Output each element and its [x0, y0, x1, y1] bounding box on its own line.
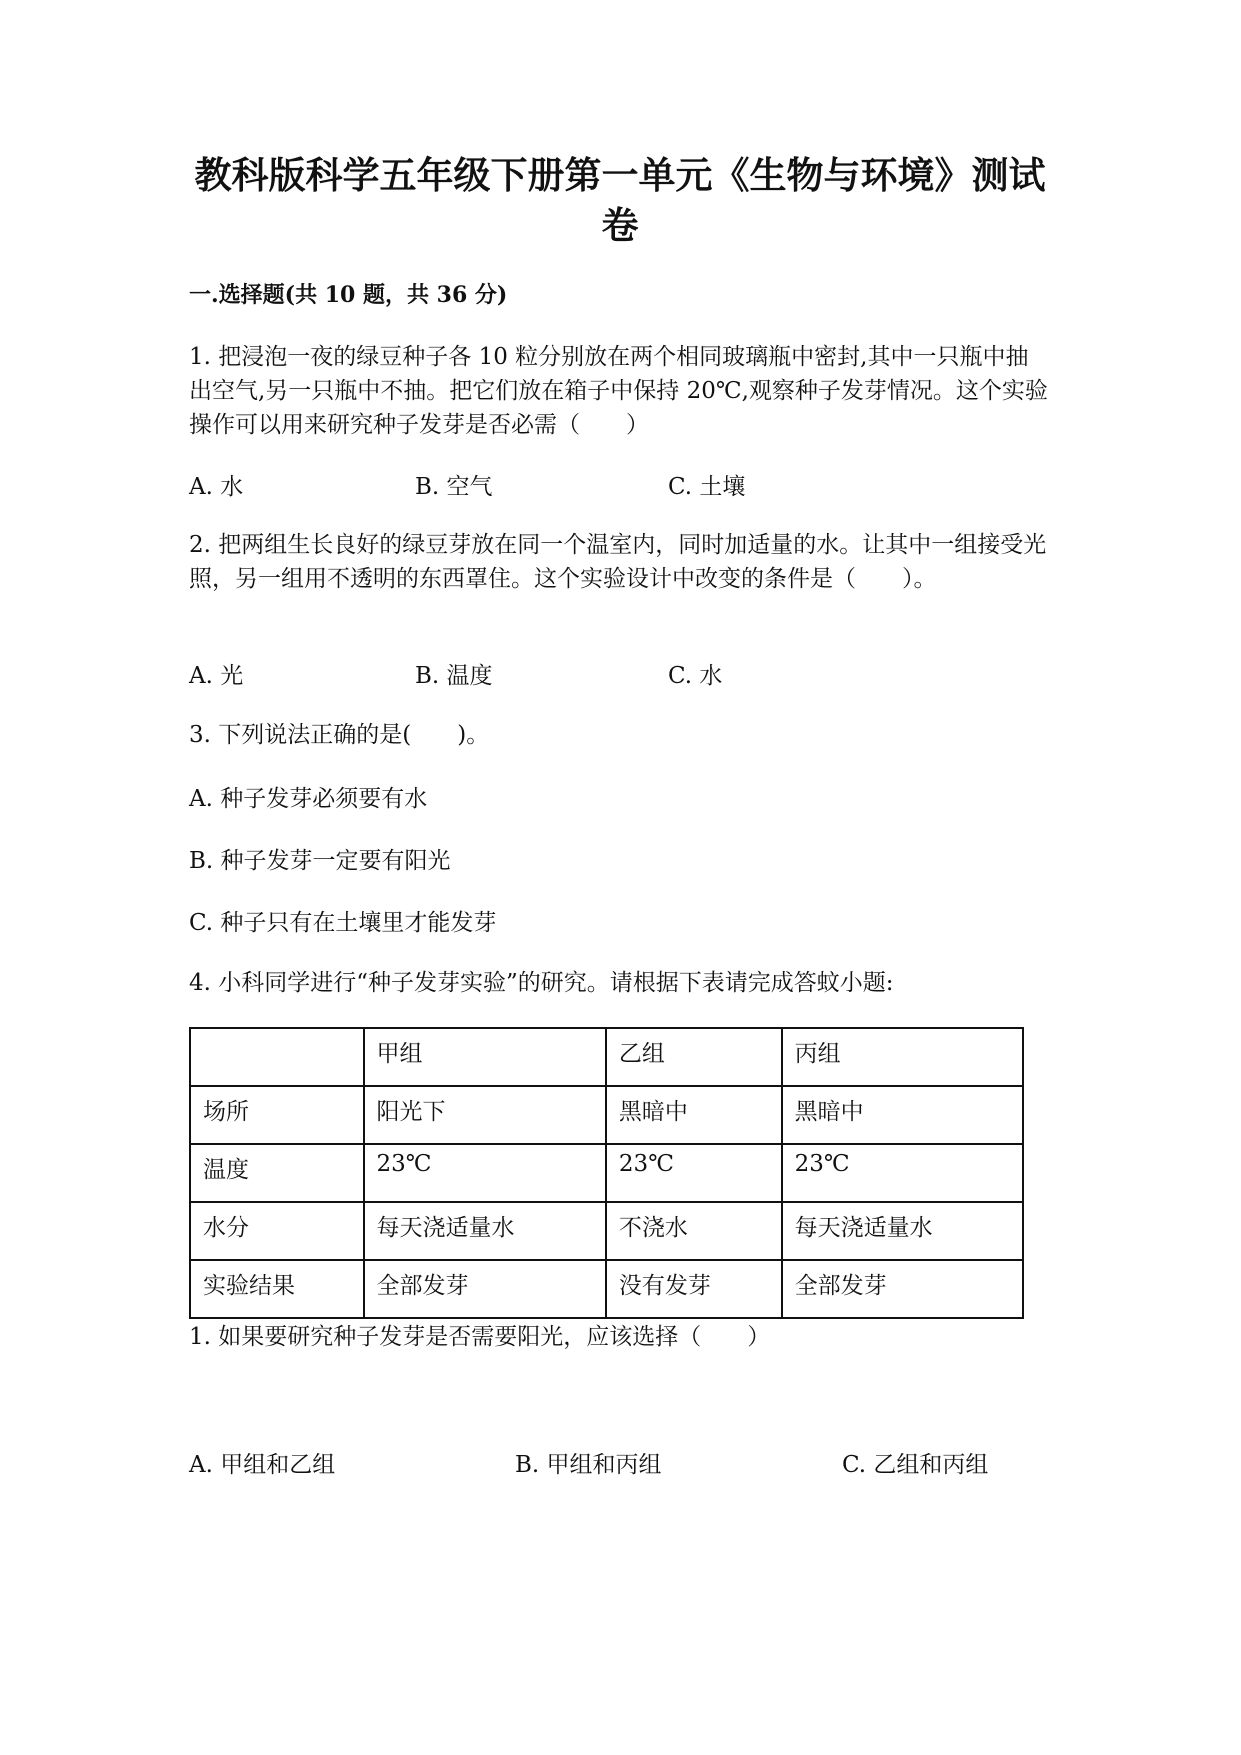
table-cell: 不浇水: [606, 1202, 782, 1260]
question-2-option-a: A. 光: [189, 663, 244, 689]
question-3-option-b: B. 种子发芽一定要有阳光: [189, 848, 451, 874]
table-row-label: 温度: [190, 1144, 364, 1202]
table-row-label: 场所: [190, 1086, 364, 1144]
question-1-option-b: B. 空气: [415, 474, 493, 500]
table-header-cell: 乙组: [606, 1028, 782, 1086]
table-row-label: 实验结果: [190, 1260, 364, 1318]
question-1-stem: 1. 把浸泡一夜的绿豆种子各 10 粒分别放在两个相同玻璃瓶中密封,其中一只瓶中抽出空气,另一只瓶中不抽。把它们放在箱子中保持 20℃,观察种子发芽情况。这个实验操作可以用来研究种子发芽是否必需（ ）: [189, 344, 1048, 438]
table-row: [190, 1202, 1023, 1260]
table-cell: 23℃: [782, 1144, 1023, 1202]
question-2-option-c: C. 水: [668, 663, 723, 689]
table-header-cell: 甲组: [364, 1028, 606, 1086]
table-cell: [190, 1028, 364, 1086]
question-2-stem: 2. 把两组生长良好的绿豆芽放在同一个温室内，同时加适量的水。让其中一组接受光照，另一组用不透明的东西罩住。这个实验设计中改变的条件是（ ）。: [189, 532, 1047, 592]
section-heading: 一.选择题(共 10 题，共 36 分): [189, 282, 508, 308]
table-row: [190, 1144, 1023, 1202]
question-3-option-c: C. 种子只有在土壤里才能发芽: [189, 910, 497, 936]
sub-question-1-option-c: C. 乙组和丙组: [842, 1452, 989, 1478]
table-header-cell: 丙组: [782, 1028, 1023, 1086]
table-cell: 全部发芽: [364, 1260, 606, 1318]
question-2-option-b: B. 温度: [415, 663, 493, 689]
table-cell: 每天浇适量水: [364, 1202, 606, 1260]
table-cell: 全部发芽: [782, 1260, 1023, 1318]
table-cell: 黑暗中: [606, 1086, 782, 1144]
question-4-stem: 4. 小科同学进行“种子发芽实验”的研究。请根据下表请完成答蚊小题:: [189, 970, 894, 996]
sub-question-1-option-a: A. 甲组和乙组: [189, 1452, 336, 1478]
table-cell: 23℃: [606, 1144, 782, 1202]
table-header-row: [190, 1028, 1023, 1086]
table-cell: 阳光下: [364, 1086, 606, 1144]
sub-question-1-option-b: B. 甲组和丙组: [515, 1452, 662, 1478]
sub-question-1-stem: 1. 如果要研究种子发芽是否需要阳光，应该选择（ ）: [189, 1324, 771, 1350]
page-title: 教科版科学五年级下册第一单元《生物与环境》测试卷: [194, 153, 1046, 247]
table-cell: 每天浇适量水: [782, 1202, 1023, 1260]
question-3-option-a: A. 种子发芽必须要有水: [189, 786, 428, 812]
question-1-option-c: C. 土壤: [668, 474, 746, 500]
table-row-label: 水分: [190, 1202, 364, 1260]
table-row: [190, 1260, 1023, 1318]
experiment-table: [189, 1027, 1024, 1319]
question-3-stem: 3. 下列说法正确的是( )。: [189, 722, 490, 748]
table-cell: 黑暗中: [782, 1086, 1023, 1144]
table-cell: 没有发芽: [606, 1260, 782, 1318]
table-cell: 23℃: [364, 1144, 606, 1202]
question-1-option-a: A. 水: [189, 474, 244, 500]
table-row: [190, 1086, 1023, 1144]
